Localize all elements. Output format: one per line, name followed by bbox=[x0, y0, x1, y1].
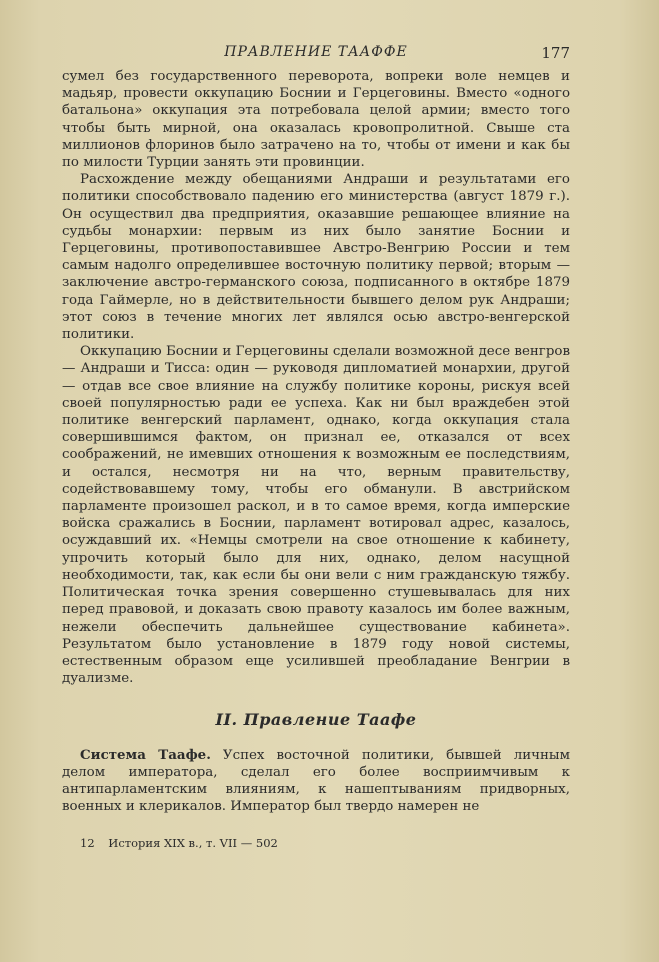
paragraph: Расхождение между обещаниями Андраши и результатами его политики способствовало падению его министерства (август 1879 г.). Он осуществил два предприятия, оказавшие решающее влияние на судьбы монархии: первым из них было занятие Боснии и Герцеговины, противопоставившее Австро-Венгрию России и тем самым надолго определившее восточную политику первой; вторым — заключение австро-германского союза, подписанного в октябре 1879 года Гаймерле, но в действительности бывшего делом рук Андраши; этот союз в течение многих лет являлся осью австро-венгерской политики. bbox=[62, 172, 570, 343]
signature-number: 12 bbox=[80, 836, 95, 850]
body-text bbox=[62, 68, 570, 815]
run-in-heading: Система Таафе. bbox=[80, 746, 211, 763]
section-paragraph bbox=[62, 747, 570, 816]
page-number: 177 bbox=[541, 44, 570, 62]
page-header bbox=[62, 42, 570, 64]
signature-title: История XIX в., т. VII — 502 bbox=[108, 836, 278, 850]
section-heading: II. Правление Таафе bbox=[215, 710, 417, 730]
section-paragraph-text: Успех восточной политики, бывшей личным делом императора, сделал его более восприимчивым к антипарламентским влияниям, к нашептываниям придворных, военных и клерикалов. Император был твердо намерен не bbox=[62, 747, 570, 815]
signature-footer bbox=[80, 836, 288, 850]
paragraph-continuation: сумел без государственного переворота, вопреки воле немцев и мадьяр, провести оккупацию Боснии и Герцеговины. Вместо «одного батальона» оккупация эта потребовала целой армии; вместо того чтобы быть мирной, она оказалась кровопролитной. Свыше ста миллионов флоринов было затрачено на то, чтобы от имени и как бы по милости Турции занять эти провинции. bbox=[62, 69, 570, 171]
paragraph: Оккупацию Боснии и Герцеговины сделали возможной десе венгров — Андраши и Тисса: один — руководя дипломатией монархии, другой — отдав все свое влияние на службу политике короны, рискуя всей своей популярностью ради ее успеха. Как ни был враждебен этой политике венгерский парламент, однако, когда оккупация стала совершившимся фактом, он признал ее, отказался от всех соображений, не имевших отношения к возможным ее последствиям, и остался, несмотря ни на что, верным правительству, содействовавшему тому, чтобы его обманули. В австрийском парламенте произошел раскол, и в то самое время, когда имперские войска сражались в Боснии, парламент вотировал адрес, казалось, осуждавший их. «Немцы смотрели на свое отношение к кабинету, упрочить который было для них, однако, делом насущной необходимости, так, как если бы они вели с ним гражданскую тяжбу. Политическая точка зрения совершенно стушевывалась для них перед правовой, и доказать свою правоту казалось им более важным, нежели обеспечить дальнейшее существование кабинета». Результатом было установление в 1879 году новой системы, естественным образом еще усилившей преобладание Венгрии в дуализме. bbox=[62, 344, 570, 687]
running-head: ПРАВЛЕНИЕ ТААФФЕ bbox=[224, 44, 408, 60]
